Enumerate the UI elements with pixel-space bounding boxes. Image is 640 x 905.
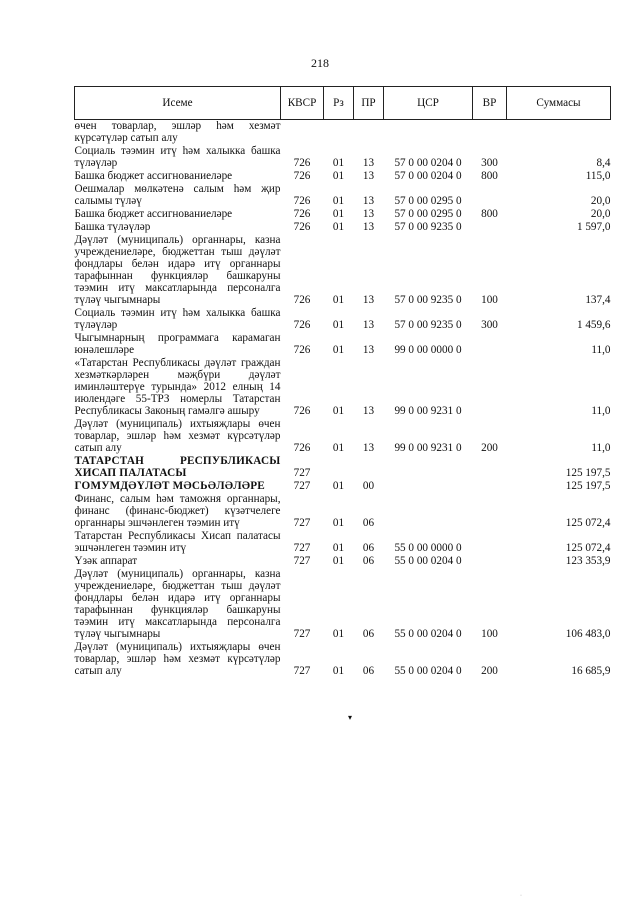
cell-pr: 06 — [362, 665, 375, 677]
cell-vr — [473, 555, 507, 568]
cell-sum: 1 459,6 — [576, 319, 611, 331]
cell-rz: 01 — [332, 442, 345, 454]
cell-vr: 200 — [481, 665, 498, 677]
cell-csr: 99 0 00 0000 0 — [394, 344, 462, 356]
table-body — [75, 120, 611, 679]
cell-rz: 01 — [332, 555, 345, 567]
cell-kvsr: 726 — [293, 170, 311, 182]
cell-rz: 01 — [332, 665, 345, 677]
cell-pr: 13 — [362, 208, 375, 220]
cell-vr — [473, 455, 507, 480]
cell-csr: 57 0 00 9235 0 — [394, 319, 462, 331]
header-rz: Рз — [324, 87, 354, 120]
cell-sum: 11,0 — [591, 442, 611, 454]
cell-kvsr: 726 — [293, 195, 311, 207]
cell-rz: 01 — [332, 517, 345, 529]
cell-kvsr: 726 — [293, 319, 311, 331]
table-row — [75, 493, 611, 530]
cell-csr: 57 0 00 0204 0 — [394, 157, 462, 169]
cell-csr — [384, 480, 473, 493]
cell-sum: 125 072,4 — [565, 542, 611, 554]
table-row — [75, 120, 611, 146]
cell-kvsr: 726 — [293, 157, 311, 169]
table-row — [75, 170, 611, 183]
header-pr: ПР — [354, 87, 384, 120]
cell-vr: 800 — [481, 170, 498, 182]
cell-rz: 01 — [332, 628, 345, 640]
cell-kvsr: 726 — [293, 294, 311, 306]
cell-kvsr: 727 — [293, 542, 311, 554]
cell-rz: 01 — [332, 344, 345, 356]
cell-sum — [507, 120, 611, 146]
budget-table — [74, 86, 611, 678]
cell-kvsr: 727 — [293, 628, 311, 640]
cell-rz: 01 — [332, 208, 345, 220]
cell-sum: 20,0 — [590, 195, 611, 207]
cell-rz — [324, 455, 354, 480]
cell-pr: 13 — [362, 319, 375, 331]
cell-kvsr: 726 — [293, 221, 311, 233]
header-csr: ЦСР — [384, 87, 473, 120]
table-row — [75, 480, 611, 493]
cell-sum: 11,0 — [591, 344, 611, 356]
cell-pr: 13 — [362, 195, 375, 207]
table-row — [75, 234, 611, 307]
cell-name: өчен товарлар, эшләр һәм хезмәт күрсәтүләр сатып алу — [74, 120, 281, 144]
cell-rz: 01 — [332, 157, 345, 169]
table-row — [75, 145, 611, 170]
cell-rz: 01 — [332, 195, 345, 207]
table-row — [75, 332, 611, 357]
header-name: Исеме — [75, 87, 281, 120]
table-row — [75, 307, 611, 332]
cell-kvsr: 726 — [293, 208, 311, 220]
header-vr: ВР — [473, 87, 507, 120]
table-row — [75, 455, 611, 480]
cell-vr — [473, 120, 507, 146]
header-kvsr: КВСР — [281, 87, 324, 120]
table-row — [75, 530, 611, 555]
scan-speck: ▾ — [348, 713, 353, 722]
cell-sum: 106 483,0 — [565, 628, 611, 640]
cell-name: Дәүләт (муниципаль) ихтыяҗлары өчен товарлар, эшләр һәм хезмәт күрсәтүләр сатып алу — [74, 641, 281, 677]
cell-name: Социаль тәэмин итү һәм халыкка башка түләүләр — [74, 307, 281, 331]
scan-dot: · — [520, 893, 522, 899]
cell-rz: 01 — [332, 405, 345, 417]
cell-kvsr: 726 — [293, 344, 311, 356]
cell-sum: 1 597,0 — [576, 221, 611, 233]
cell-csr — [384, 455, 473, 480]
cell-vr: 800 — [481, 208, 498, 220]
cell-csr — [384, 120, 473, 146]
cell-sum: 8,4 — [596, 157, 611, 169]
cell-rz — [324, 120, 354, 146]
cell-vr: 300 — [481, 157, 498, 169]
cell-sum: 125 197,5 — [565, 480, 611, 492]
cell-csr: 57 0 00 9235 0 — [394, 294, 462, 306]
cell-csr: 55 0 00 0204 0 — [394, 665, 462, 677]
cell-sum: 20,0 — [590, 208, 611, 220]
cell-name: «Татарстан Республикасы дәүләт граждан хезмәткәрләрен мәҗбүри дәүләт иминләштерүе турында» 2012 елның 14 июлендәге 55-ТРЗ номерлы Татарстан Республикасы Законың гамәлгә ашыру — [74, 357, 281, 417]
cell-name: Социаль тәэмин итү һәм халыкка башка түләүләр — [74, 145, 281, 169]
cell-csr: 57 0 00 0295 0 — [394, 208, 462, 220]
cell-kvsr — [281, 120, 324, 146]
cell-pr: 13 — [362, 170, 375, 182]
cell-kvsr: 727 — [293, 665, 311, 677]
cell-csr: 57 0 00 0204 0 — [394, 170, 462, 182]
cell-csr: 99 0 00 9231 0 — [394, 442, 462, 454]
cell-name: ТАТАРСТАН РЕСПУБЛИКАСЫ ХИСАП ПАЛАТАСЫ — [74, 455, 281, 479]
cell-pr: 06 — [362, 542, 375, 554]
cell-rz: 01 — [332, 170, 345, 182]
cell-vr: 300 — [481, 319, 498, 331]
cell-vr — [473, 480, 507, 493]
cell-vr — [473, 493, 507, 530]
table-row — [75, 183, 611, 208]
cell-name: Башка бюджет ассигнованиеләре — [74, 170, 233, 182]
cell-pr: 06 — [362, 517, 375, 529]
table-row — [75, 641, 611, 678]
cell-name: Финанс, салым һәм таможня органнары, финанс (финанс-бюджет) күзәтчелеге органнары эшчәнлеген тәэмин итү — [74, 493, 281, 529]
cell-kvsr: 726 — [293, 405, 311, 417]
cell-vr: 100 — [481, 628, 498, 640]
cell-pr: 13 — [362, 405, 375, 417]
table-row — [75, 208, 611, 221]
table-row — [75, 568, 611, 641]
cell-csr — [384, 493, 473, 530]
cell-rz: 01 — [332, 480, 345, 492]
header-sum: Суммасы — [507, 87, 611, 120]
cell-rz: 01 — [332, 294, 345, 306]
cell-name: Татарстан Республикасы Хисап палатасы эшчәнлеген тәэмин итү — [74, 530, 281, 554]
cell-sum: 123 353,9 — [565, 555, 611, 567]
cell-name: Дәүләт (муниципаль) органнары, казна учреждениеләре, бюджеттан тыш дәүләт фондлары белән идарә итү органнары тарафыннан функцияләр башкаруны тәэмин итү максатларында персоналга түләү чыгымнары — [74, 568, 281, 640]
cell-pr: 00 — [362, 480, 375, 492]
cell-csr: 57 0 00 0295 0 — [394, 195, 462, 207]
table-header — [75, 87, 611, 120]
cell-vr — [473, 183, 507, 208]
cell-csr: 55 0 00 0204 0 — [394, 555, 462, 567]
cell-kvsr: 727 — [293, 555, 311, 567]
cell-sum: 125 072,4 — [565, 517, 611, 529]
cell-pr: 13 — [362, 294, 375, 306]
cell-rz: 01 — [332, 542, 345, 554]
cell-rz: 01 — [332, 319, 345, 331]
cell-pr: 13 — [362, 157, 375, 169]
cell-kvsr: 727 — [293, 517, 311, 529]
cell-pr: 06 — [362, 555, 375, 567]
cell-name: Башка бюджет ассигнованиеләре — [74, 208, 233, 220]
table-row — [75, 555, 611, 568]
cell-name: Дәүләт (муниципаль) ихтыяҗлары өчен товарлар, эшләр һәм хезмәт күрсәтүләр сатып алу — [74, 418, 281, 454]
cell-name: Башка түләүләр — [74, 221, 151, 233]
cell-csr: 57 0 00 9235 0 — [394, 221, 462, 233]
cell-name: Оешмалар мөлкәтенә салым һәм җир салымы түләү — [74, 183, 281, 207]
cell-sum: 115,0 — [585, 170, 611, 182]
cell-name: ГОМУМДӘҮЛӘТ МӘСЬӘЛӘЛӘРЕ — [74, 480, 265, 492]
table-row — [75, 418, 611, 455]
cell-vr — [473, 357, 507, 418]
cell-name: Үзәк аппарат — [74, 555, 138, 567]
cell-sum: 11,0 — [591, 405, 611, 417]
cell-name: Дәүләт (муниципаль) органнары, казна учреждениеләре, бюджеттан тыш дәүләт фондлары белән идарә итү органнары тарафыннан функцияләр башкаруны тәэмин итү максатларында персоналга түләү чыгымнары — [74, 234, 281, 306]
cell-pr — [354, 120, 384, 146]
cell-pr: 13 — [362, 344, 375, 356]
cell-sum: 137,4 — [585, 294, 611, 306]
cell-pr — [354, 455, 384, 480]
cell-sum: 16 685,9 — [571, 665, 611, 677]
cell-kvsr: 727 — [293, 467, 311, 479]
cell-pr: 13 — [362, 442, 375, 454]
cell-vr: 100 — [481, 294, 498, 306]
cell-csr: 55 0 00 0204 0 — [394, 628, 462, 640]
cell-csr: 55 0 00 0000 0 — [394, 542, 462, 554]
table-row — [75, 357, 611, 418]
cell-csr: 99 0 00 9231 0 — [394, 405, 462, 417]
page-number: 218 — [311, 56, 329, 70]
cell-kvsr: 727 — [293, 480, 311, 492]
cell-sum: 125 197,5 — [565, 467, 611, 479]
cell-name: Чыгымнарның программага карамаган юнәлешләре — [74, 332, 281, 356]
cell-vr — [473, 530, 507, 555]
cell-rz: 01 — [332, 221, 345, 233]
cell-pr: 06 — [362, 628, 375, 640]
cell-kvsr: 726 — [293, 442, 311, 454]
cell-vr — [473, 221, 507, 234]
table-row — [75, 221, 611, 234]
cell-vr — [473, 332, 507, 357]
cell-pr: 13 — [362, 221, 375, 233]
cell-vr: 200 — [481, 442, 498, 454]
